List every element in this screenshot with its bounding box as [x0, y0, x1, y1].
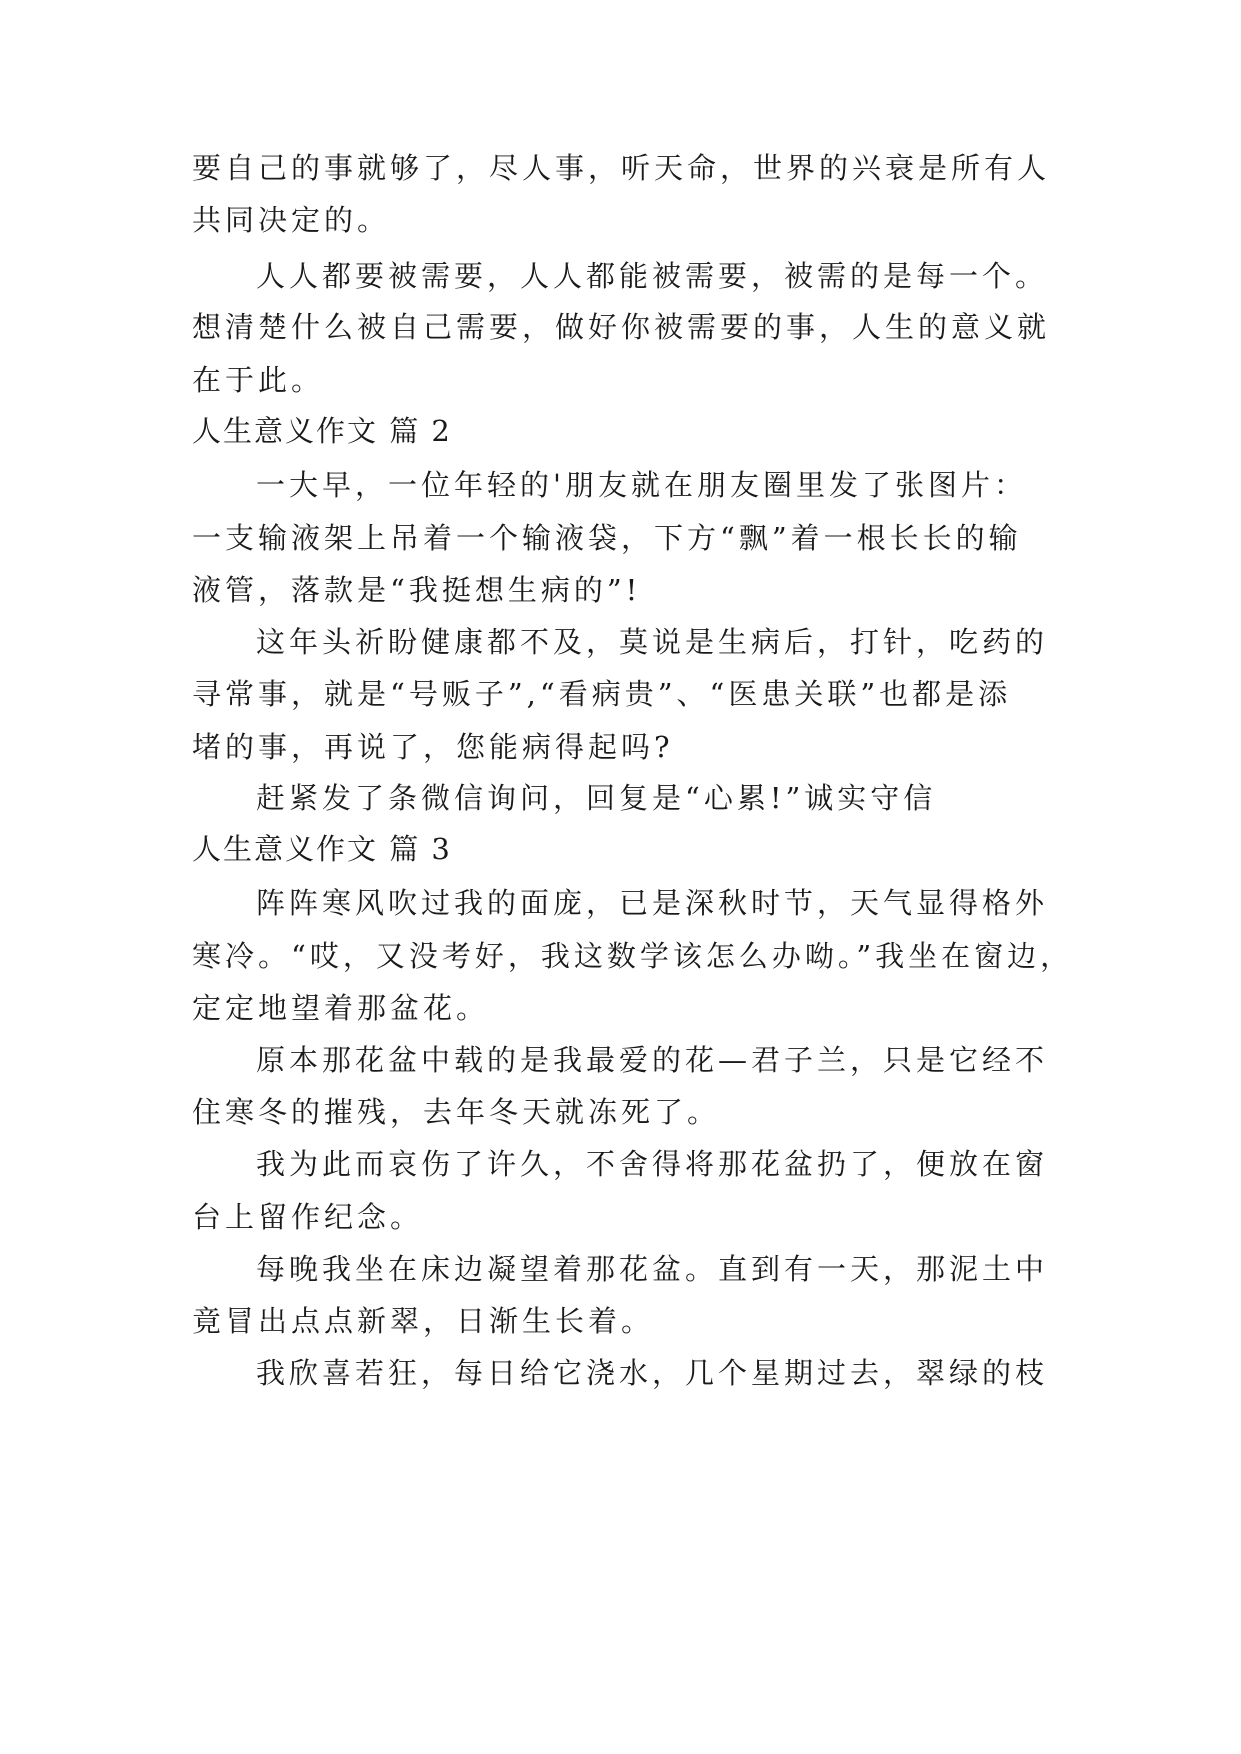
text-line: 液管，落款是“我挺想生病的”!: [192, 573, 642, 607]
text-line: 共同决定的。: [192, 203, 391, 237]
text-line: 要自己的事就够了，尽人事，听天命，世界的兴衰是所有人: [192, 151, 1051, 185]
paragraph-first-line: 赶紧发了条微信询问，回复是“心累!”诚实守信: [256, 781, 937, 815]
paragraph-first-line: 我为此而哀伤了许久，不舍得将那花盆扔了，便放在窗: [256, 1147, 1049, 1181]
section-heading: 人生意义作文 篇 3: [192, 832, 452, 866]
text-line: 一支输液架上吊着一个输液袋，下方“飘”着一根长长的输: [192, 521, 1022, 555]
text-line: 寒冷。“哎，又没考好，我这数学该怎么办呦。”我坐在窗边，: [192, 939, 1074, 973]
text-line: 想清楚什么被自己需要，做好你被需要的事，人生的意义就: [192, 310, 1051, 344]
paragraph-first-line: 人人都要被需要，人人都能被需要，被需的是每一个。: [256, 259, 1049, 293]
text-line: 竟冒出点点新翠，日渐生长着。: [192, 1304, 655, 1338]
paragraph-first-line: 阵阵寒风吹过我的面庞，已是深秋时节，天气显得格外: [256, 886, 1049, 920]
paragraph-first-line: 这年头祈盼健康都不及，莫说是生病后，打针，吃药的: [256, 625, 1049, 659]
text-line: 住寒冬的摧残，去年冬天就冻死了。: [192, 1095, 721, 1129]
paragraph-first-line: 一大早，一位年轻的'朋友就在朋友圈里发了张图片：: [256, 468, 1027, 502]
text-line: 堵的事，再说了，您能病得起吗?: [192, 730, 674, 764]
paragraph-first-line: 我欣喜若狂，每日给它浇水，几个星期过去，翠绿的枝: [256, 1356, 1049, 1390]
text-line: 台上留作纪念。: [192, 1200, 424, 1234]
text-line: 在于此。: [192, 363, 325, 397]
text-line: 寻常事，就是“号贩子”,“看病贵”、“医患关联”也都是添: [192, 677, 1012, 711]
text-line: 定定地望着那盆花。: [192, 991, 490, 1025]
paragraph-first-line: 原本那花盆中载的是我最爱的花—君子兰，只是它经不: [256, 1043, 1049, 1077]
paragraph-first-line: 每晚我坐在床边凝望着那花盆。直到有一天，那泥土中: [256, 1252, 1049, 1286]
section-heading: 人生意义作文 篇 2: [192, 414, 452, 448]
